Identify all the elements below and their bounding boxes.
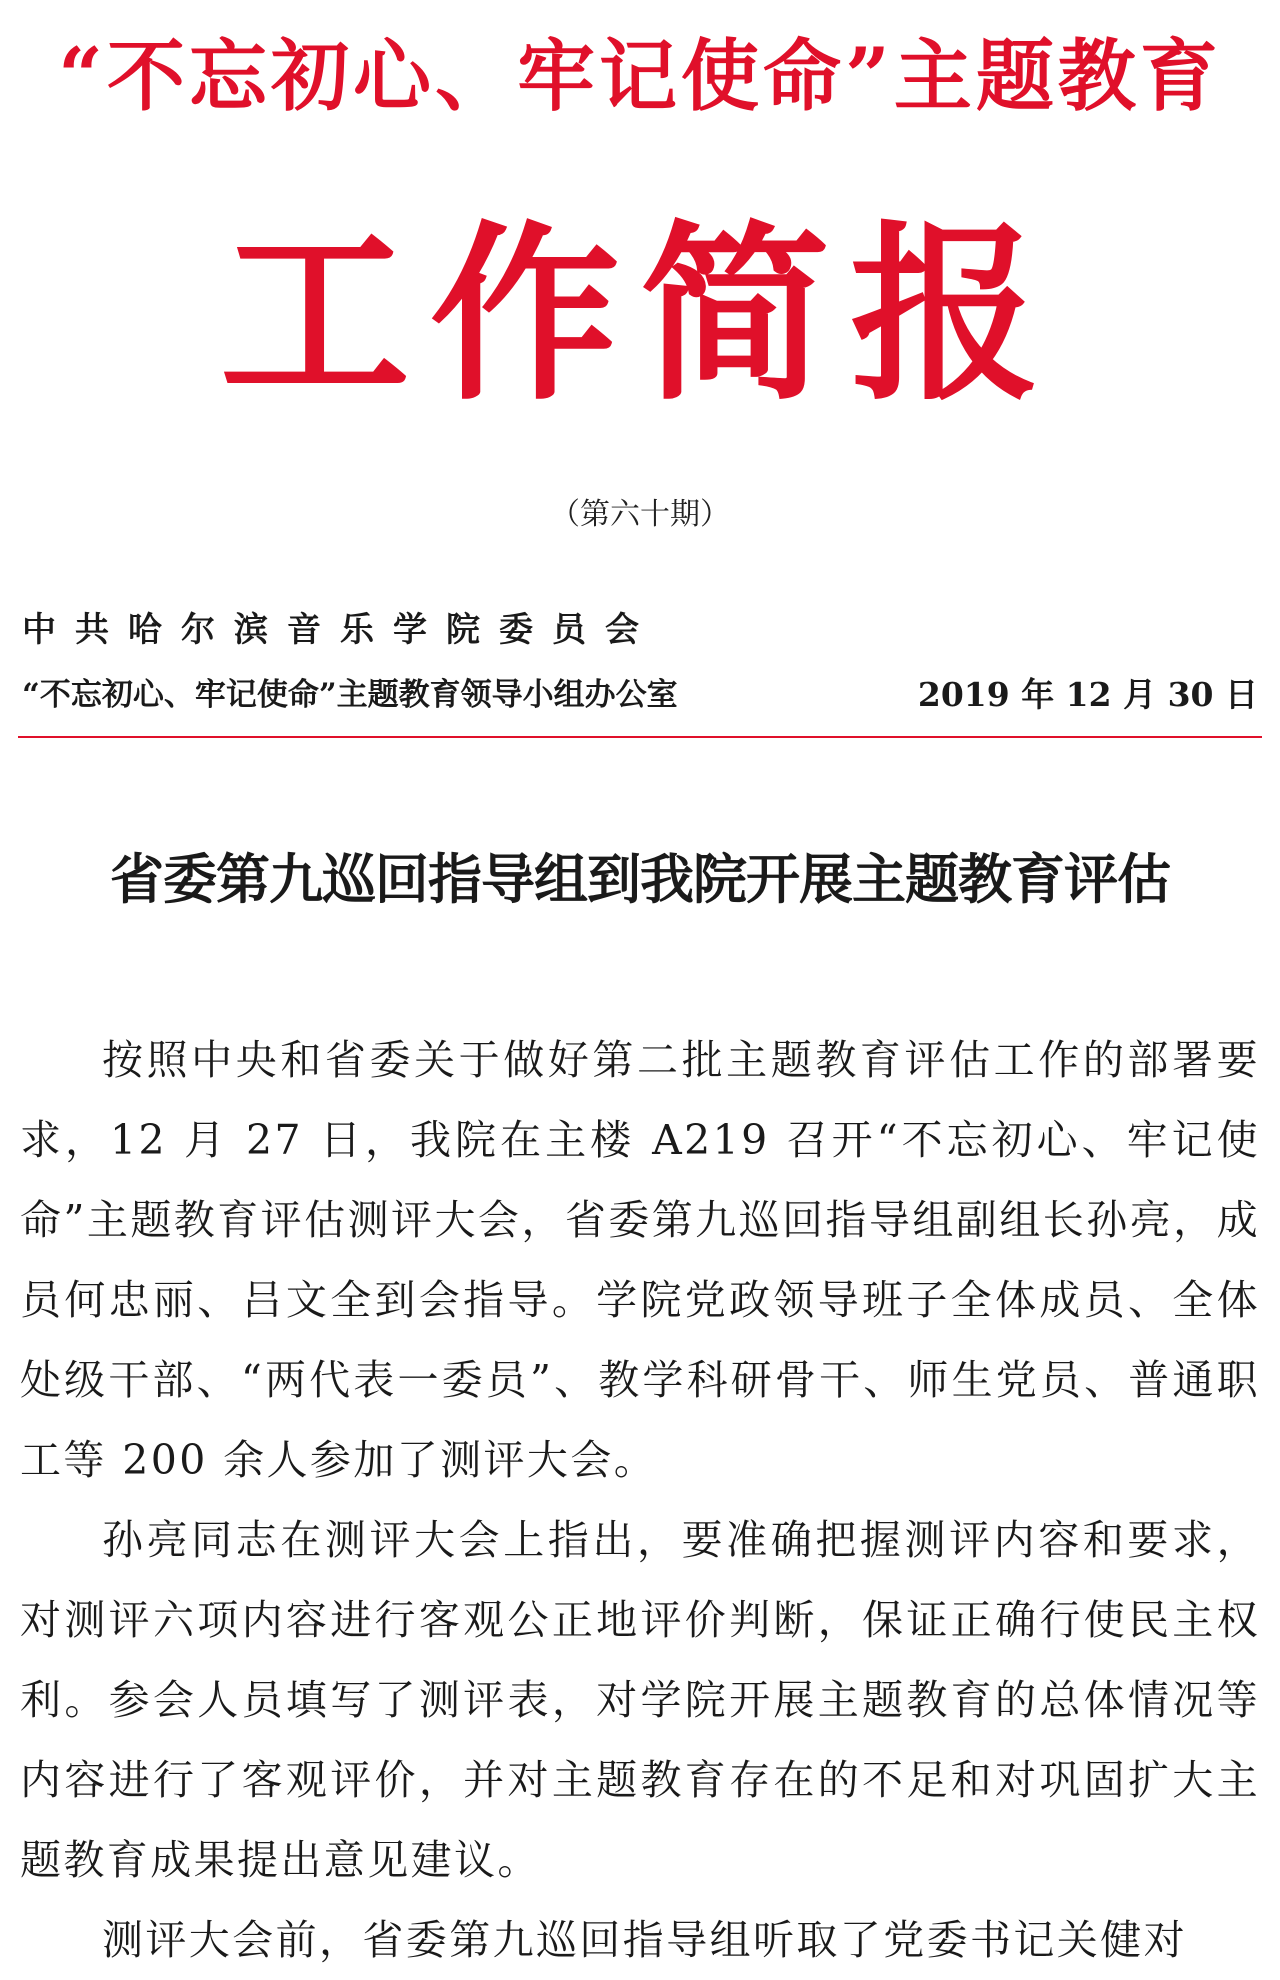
issue-number: （第六十期）	[550, 497, 730, 532]
publisher-office: “不忘初心、牢记使命”主题教育领导小组办公室	[22, 677, 678, 713]
masthead-theme-title: “不忘初心、牢记使命”主题教育	[58, 31, 1222, 122]
masthead-bulletin-title: 工作简报	[219, 203, 1060, 426]
header-divider	[18, 736, 1262, 738]
article-body	[20, 1020, 1260, 1980]
article-paragraph: 测评大会前，省委第九巡回指导组听取了党委书记关健对	[102, 1916, 1187, 1964]
article-headline: 省委第九巡回指导组到我院开展主题教育评估	[110, 848, 1170, 911]
publish-date: 2019 年 12 月 30 日	[917, 675, 1258, 714]
publisher-org: 中共哈尔滨音乐学院委员会	[22, 610, 658, 650]
article-paragraph: 按照中央和省委关于做好第二批主题教育评估工作的部署要求，12 月 27 日，我院在主楼 A219 召开“不忘初心、牢记使命”主题教育评估测评大会，省委第九巡回指导组副组长孙亮，成员何忠丽、吕文全到会指导。学院党政领导班子全体成员、全体处级干部、“两代表一委员”、教学科研骨干、师生党员、普通职工等 200 余人参加了测评大会。	[20, 1036, 1260, 1484]
article-paragraph: 孙亮同志在测评大会上指出，要准确把握测评内容和要求，对测评六项内容进行客观公正地评价判断，保证正确行使民主权利。参会人员填写了测评表，对学院开展主题教育的总体情况等内容进行了客观评价，并对主题教育存在的不足和对巩固扩大主题教育成果提出意见建议。	[20, 1516, 1260, 1884]
